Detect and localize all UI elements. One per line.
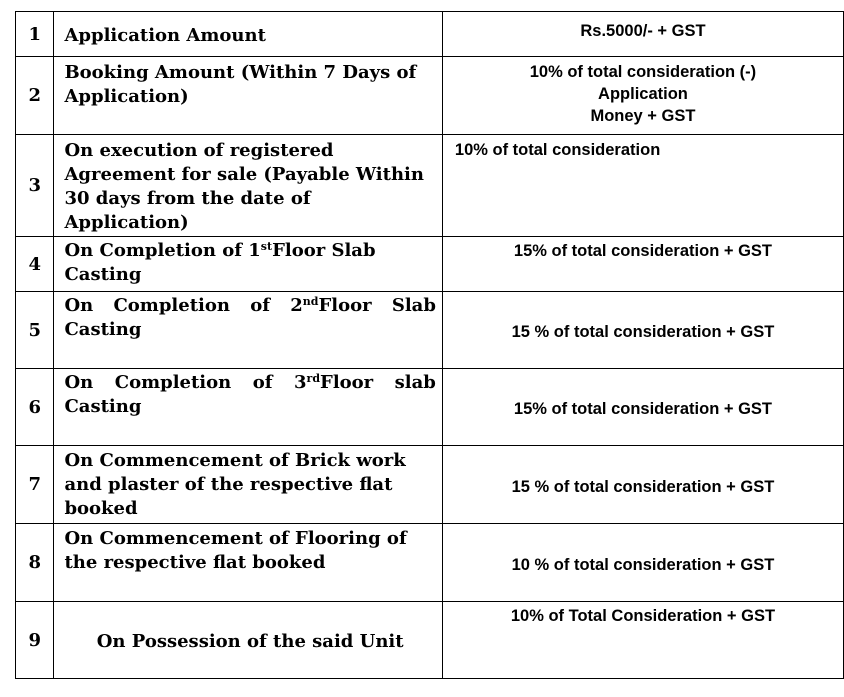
desc-line: Casting: [64, 396, 142, 417]
ordinal-suffix: rd: [306, 372, 321, 385]
desc-line: [64, 294, 435, 318]
table-row: [16, 57, 844, 135]
row-amount: 10 % of total consideration + GST: [442, 524, 843, 602]
amount-line: Application: [598, 85, 688, 103]
row-number: 6: [16, 369, 54, 446]
desc-text: On Completion of 3: [64, 372, 307, 393]
row-amount: [442, 57, 843, 135]
desc-line: Casting: [64, 319, 142, 340]
table-row: [16, 292, 844, 369]
row-amount: 15 % of total consideration + GST: [442, 292, 843, 369]
row-description: On Commencement of Flooring of the respective flat booked: [54, 524, 442, 602]
desc-text: Floor Slab: [318, 295, 436, 316]
row-number: 4: [16, 237, 54, 292]
row-number: 2: [16, 57, 54, 135]
desc-text: On Completion of 2: [64, 295, 303, 316]
table-row: [16, 602, 844, 679]
amount-line: 10% of total consideration (-): [529, 63, 757, 81]
row-amount: 10% of Total Consideration + GST: [442, 602, 843, 679]
desc-text: On Completion of 1: [64, 240, 261, 261]
row-number: 5: [16, 292, 54, 369]
row-description: [54, 369, 442, 446]
ordinal-suffix: nd: [302, 295, 319, 308]
row-amount: 15 % of total consideration + GST: [442, 446, 843, 524]
row-number: 3: [16, 135, 54, 237]
row-description: On execution of registered Agreement for sale (Payable Within 30 days from the date of Application): [54, 135, 442, 237]
ordinal-suffix: st: [260, 240, 273, 253]
row-description: [54, 292, 442, 369]
desc-text: Floor slab: [320, 372, 436, 393]
row-amount: 10% of total consideration: [442, 135, 843, 237]
row-description: On Commencement of Brick work and plaster of the respective flat booked: [54, 446, 442, 524]
table-row: [16, 524, 844, 602]
row-description: [54, 237, 442, 292]
table-row: [16, 369, 844, 446]
table-row: [16, 12, 844, 57]
row-amount: 15% of total consideration + GST: [442, 237, 843, 292]
table-row: [16, 446, 844, 524]
row-description: On Possession of the said Unit: [54, 602, 442, 679]
row-number: 8: [16, 524, 54, 602]
row-description: Application Amount: [54, 12, 442, 57]
row-amount: Rs.5000/- + GST: [442, 12, 843, 57]
table-row: [16, 135, 844, 237]
desc-line: [64, 371, 435, 395]
payment-schedule-table: [15, 11, 844, 679]
table-row: [16, 237, 844, 292]
row-number: 9: [16, 602, 54, 679]
amount-line: Money + GST: [590, 107, 696, 125]
desc-text: Floor Slab Casting: [64, 240, 376, 285]
row-number: 1: [16, 12, 54, 57]
row-amount: 15% of total consideration + GST: [442, 369, 843, 446]
row-description: Booking Amount (Within 7 Days of Application): [54, 57, 442, 135]
row-number: 7: [16, 446, 54, 524]
